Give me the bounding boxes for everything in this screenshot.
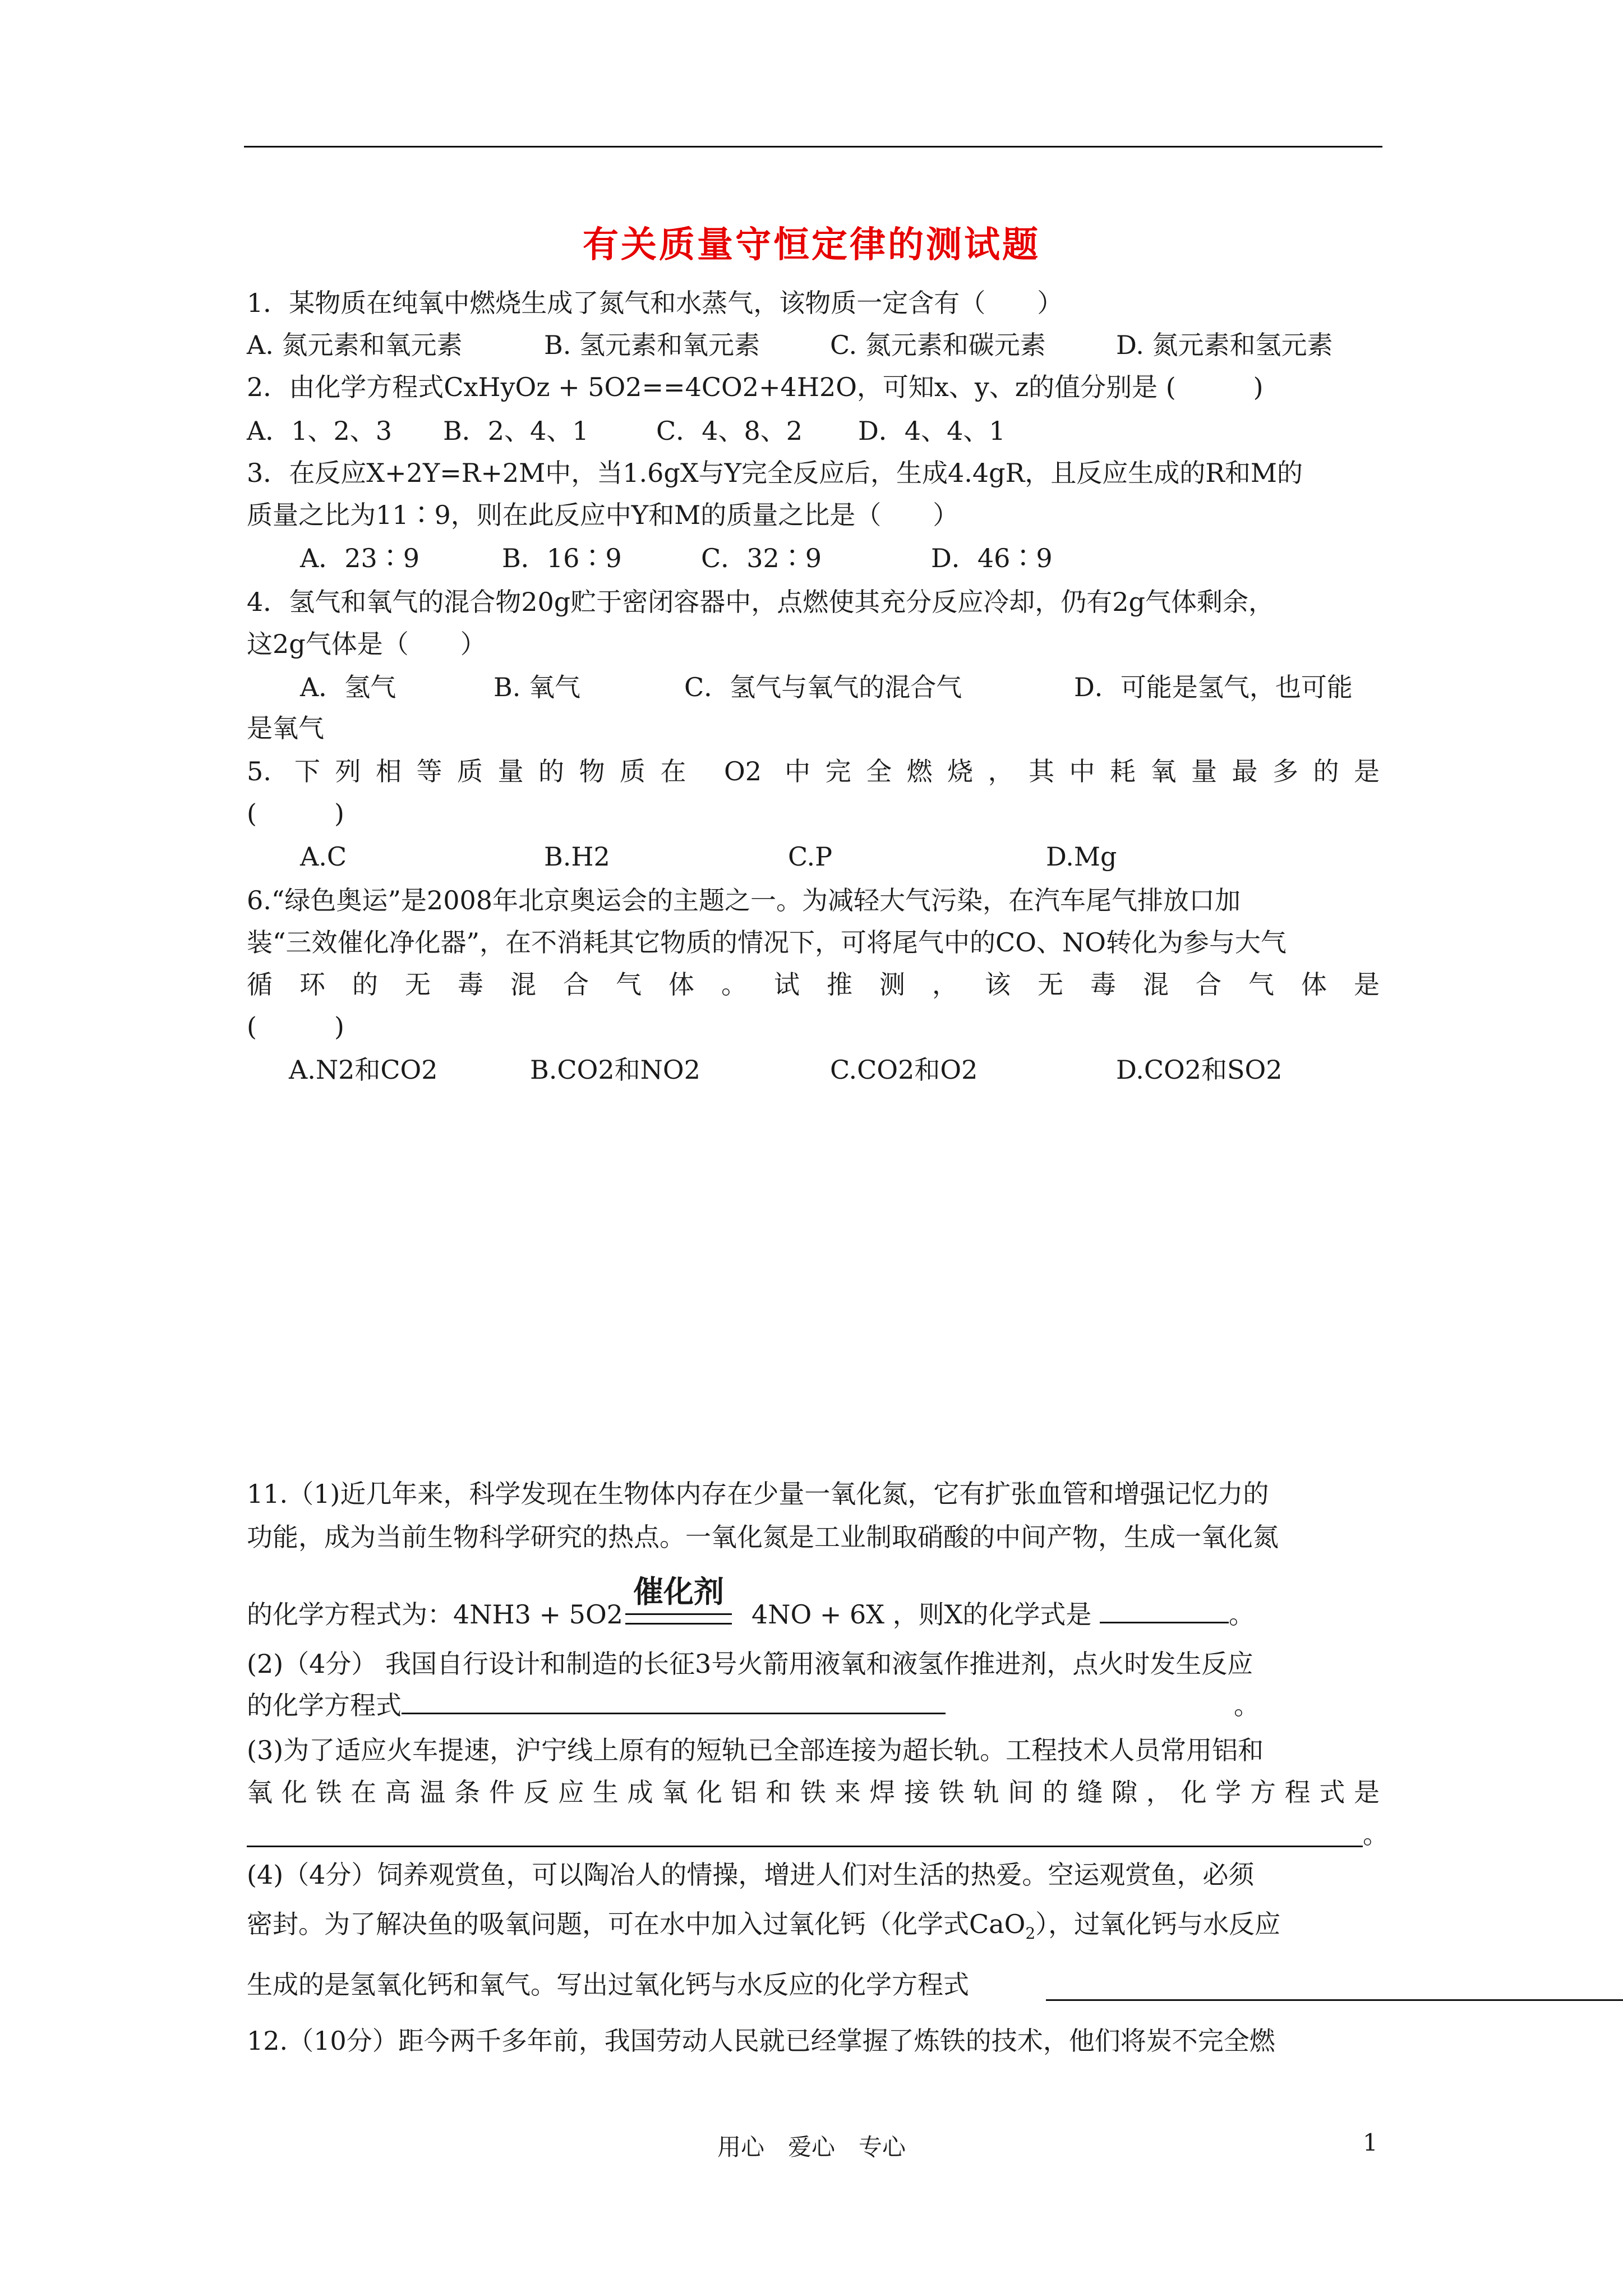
catalyst-label: 催化剂 (633, 1574, 724, 1609)
q3-option-c: C．32∶9 (701, 543, 822, 573)
q11-p2-text: 的化学方程式 (247, 1690, 402, 1720)
q11-p2-line1: (2)（4分） 我国自行设计和制造的长征3号火箭用液氧和液氢作推进剂，点火时发生反应 (247, 1649, 1253, 1679)
q2-stem: 2．由化学方程式CxHyOz + 5O2==4CO2+4H2O，可知x、y、z的值分别是 ( ) (247, 372, 1264, 402)
q4-line2: 这2g气体是（ ） (247, 629, 486, 659)
q11-line1: 11.（1)近几年来，科学发现在生物体内存在少量一氧化氮，它有扩张血管和增强记忆力的 (247, 1479, 1269, 1509)
q11-equation-right (751, 1598, 1255, 1631)
page-number: 1 (1363, 2129, 1378, 2156)
q5-option-b: B.H2 (544, 841, 610, 872)
q12-line1: 12.（10分）距今两千多年前，我国劳动人民就已经掌握了炼铁的技术，他们将炭不完全燃 (247, 2026, 1275, 2056)
q1-option-b: B. 氢元素和氧元素 (544, 330, 760, 360)
q1-stem: 1．某物质在纯氧中燃烧生成了氮气和水蒸气，该物质一定含有（ ） (247, 288, 1063, 318)
q11-p3-line2: 氧化铁在高温条件反应生成氧化铝和铁来焊接铁轨间的缝隙，化学方程式是 (247, 1777, 1380, 1807)
q5-option-d: D.Mg (1046, 841, 1117, 872)
q11-p2-line2 (247, 1688, 946, 1722)
q6-option-b: B.CO2和NO2 (530, 1055, 700, 1085)
q1-option-d: D. 氮元素和氢元素 (1116, 330, 1333, 360)
q5-line1: 5. 下列相等质量的物质在 O2 中完全燃烧，其中耗氧量最多的是 (247, 756, 1380, 786)
q1-option-c: C. 氮元素和碳元素 (830, 330, 1046, 360)
q3-line1: 3．在反应X+2Y=R+2M中，当1.6gX与Y完全反应后，生成4.4gR，且反应生成的R和M的 (247, 458, 1303, 488)
q6-option-d: D.CO2和SO2 (1116, 1055, 1283, 1085)
q11-equation-left: 的化学方程式为：4NH3 + 5O2 (247, 1599, 623, 1630)
q4-option-b: B. 氧气 (494, 672, 581, 702)
equals-double-bar (625, 1613, 732, 1625)
q2-option-d: D．4、4、1 (858, 416, 1006, 446)
q11-p3-end: 。 (1363, 1819, 1389, 1849)
q11-p4-line2a: 密封。为了解决鱼的吸氧问题，可在水中加入过氧化钙（化学式CaO (247, 1909, 1026, 1939)
catalyst-arrow (625, 1568, 732, 1625)
q5-option-a: A.C (300, 841, 347, 872)
q2-option-a: A．1、2、3 (247, 416, 393, 446)
q11-p4-line2 (247, 1907, 1280, 1950)
q6-line2: 装“三效催化净化器”，在不消耗其它物质的情况下，可将尾气中的CO、NO转化为参与大气 (247, 927, 1287, 958)
q4-line-cont: 是氧气 (247, 713, 324, 743)
q5-line2: ( ) (247, 798, 344, 829)
q11-answer-blank[interactable] (1100, 1622, 1229, 1623)
q11-line2: 功能，成为当前生物科学研究的热点。一氧化氮是工业制取硝酸的中间产物，生成一氧化氮 (247, 1522, 1279, 1552)
q3-option-a: A．23∶9 (300, 543, 420, 573)
footer-slogan: 用心 爱心 专心 (717, 2133, 906, 2161)
q11-p4-line2b: ），过氧化钙与水反应 (1035, 1909, 1281, 1939)
q11-p3-blank[interactable] (247, 1816, 1363, 1847)
q5-option-c: C.P (788, 841, 833, 872)
q11-p4-line3: 生成的是氢氧化钙和氧气。写出过氧化钙与水反应的化学方程式 (247, 1970, 969, 2000)
q6-line4: ( ) (247, 1011, 344, 1042)
q2-option-c: C．4、8、2 (656, 416, 803, 446)
page-title: 有关质量守恒定律的测试题 (583, 224, 1040, 266)
q11-p4-blank[interactable] (1046, 1999, 1623, 2001)
q11-p4-line1: (4)（4分）饲养观赏鱼，可以陶冶人的情操，增进人们对生活的热爱。空运观赏鱼，必须 (247, 1860, 1255, 1890)
q11-eq-right-text: 4NO + 6X ，则X的化学式是 (751, 1599, 1100, 1630)
q6-line1: 6.“绿色奥运”是2008年北京奥运会的主题之一。为减轻大气污染，在汽车尾气排放口加 (247, 885, 1241, 915)
q4-option-d: D．可能是氢气，也可能 (1074, 672, 1353, 702)
q3-line2: 质量之比为11∶9，则在此反应中Y和M的质量之比是（ ） (247, 500, 959, 530)
q4-line1: 4．氢气和氧气的混合物20g贮于密闭容器中，点燃使其充分反应冷却，仍有2g气体剩余， (247, 587, 1274, 617)
q6-option-c: C.CO2和O2 (830, 1055, 978, 1085)
q1-option-a: A. 氮元素和氧元素 (247, 330, 463, 360)
q2-option-b: B．2、4、1 (443, 416, 589, 446)
q6-line3: 循环的无毒混合气体。试推测，该无毒混合气体是 (247, 969, 1380, 1000)
q11-p2-end: 。 (1234, 1690, 1260, 1720)
q6-option-a: A.N2和CO2 (289, 1055, 438, 1085)
q4-option-c: C．氢气与氧气的混合气 (684, 672, 962, 702)
q11-p3-line1: (3)为了适应火车提速，沪宁线上原有的短轨已全部连接为超长轨。工程技术人员常用铝和 (247, 1735, 1264, 1765)
q11-p4-subscript: 2 (1025, 1924, 1036, 1943)
q3-option-d: D．46∶9 (931, 543, 1053, 573)
q3-option-b: B．16∶9 (502, 543, 622, 573)
q11-eq-end: 。 (1229, 1599, 1255, 1630)
q11-p2-blank[interactable] (402, 1713, 946, 1714)
q4-option-a: A．氢气 (300, 672, 396, 702)
header-rule (244, 146, 1382, 148)
